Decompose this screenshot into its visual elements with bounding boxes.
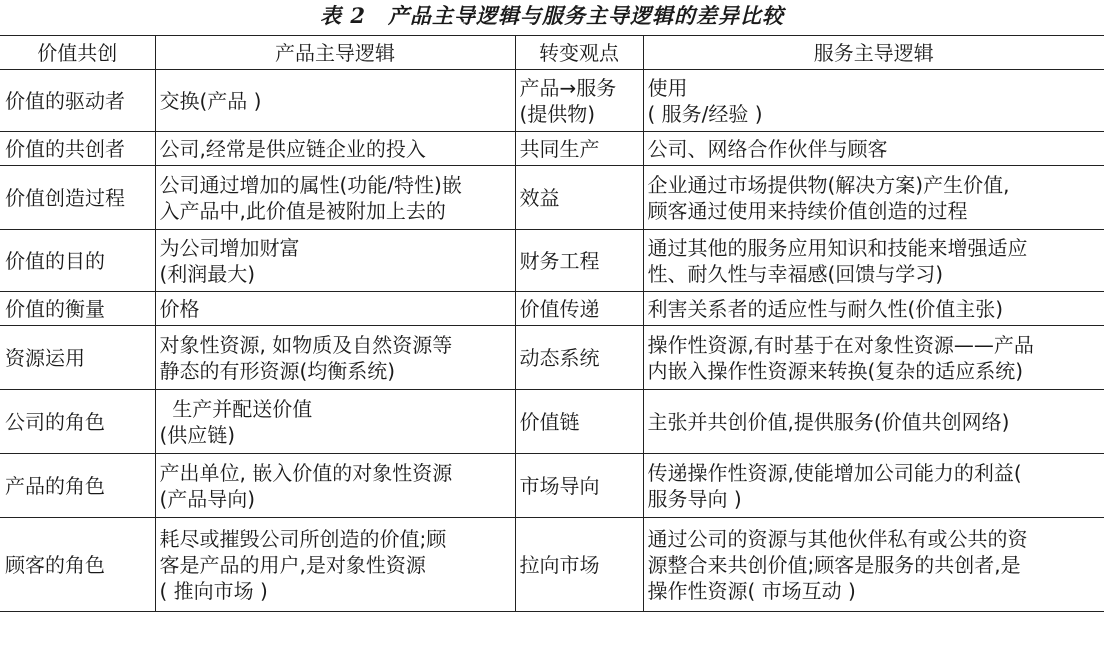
- cell-shift-view: [515, 132, 643, 166]
- cell-shift-view: [515, 518, 643, 612]
- cell-service-logic: [643, 390, 1104, 454]
- cell-service-logic: [643, 292, 1104, 326]
- table-body: [0, 70, 1104, 612]
- header-value-cocreation: 价值共创: [0, 36, 155, 70]
- cell-product-logic: [155, 326, 515, 390]
- cell-line: 财务工程: [519, 248, 600, 273]
- cell-line: 效益: [519, 185, 560, 210]
- cell-dimension: 资源运用: [0, 326, 155, 390]
- cell-line: 操作性资源( 市场互动 ): [647, 578, 856, 603]
- cell-product-logic: [155, 230, 515, 292]
- cell-line: 交换(产品 ): [159, 88, 262, 113]
- cell-shift-view: [515, 292, 643, 326]
- cell-line: 利害关系者的适应性与耐久性(价值主张): [647, 296, 1004, 321]
- cell-line: 生产并配送价值: [159, 396, 313, 421]
- comparison-table: [0, 35, 1104, 612]
- cell-product-logic: [155, 390, 515, 454]
- cell-shift-view: [515, 230, 643, 292]
- cell-line: 产品→服务: [519, 75, 617, 100]
- table-row: [0, 326, 1104, 390]
- cell-line: 内嵌入操作性资源来转换(复杂的适应系统): [647, 358, 1024, 383]
- cell-line: (供应链): [159, 422, 236, 447]
- header-product-logic: 产品主导逻辑: [155, 36, 515, 70]
- cell-line: 静态的有形资源(均衡系统): [159, 358, 396, 383]
- table-caption: 表 2 产品主导逻辑与服务主导逻辑的差异比较: [320, 3, 784, 28]
- cell-service-logic: [643, 326, 1104, 390]
- cell-line: 耗尽或摧毁公司所创造的价值;顾: [159, 526, 447, 551]
- cell-service-logic: [643, 166, 1104, 230]
- cell-line: 对象性资源, 如物质及自然资源等: [159, 332, 453, 357]
- cell-shift-view: [515, 390, 643, 454]
- cell-service-logic: [643, 518, 1104, 612]
- cell-line: ( 服务/经验 ): [647, 101, 763, 126]
- cell-line: 入产品中,此价值是被附加上去的: [159, 198, 446, 223]
- table-row: [0, 292, 1104, 326]
- table-row: [0, 454, 1104, 518]
- table-row: [0, 166, 1104, 230]
- cell-line: 产出单位, 嵌入价值的对象性资源: [159, 460, 453, 485]
- cell-dimension: 价值创造过程: [0, 166, 155, 230]
- cell-shift-view: [515, 166, 643, 230]
- cell-line: 性、耐久性与幸福感(回馈与学习): [647, 261, 944, 286]
- table-row: [0, 70, 1104, 132]
- cell-shift-view: [515, 454, 643, 518]
- header-row: [0, 36, 1104, 70]
- cell-line: 价值链: [519, 409, 580, 434]
- cell-service-logic: [643, 230, 1104, 292]
- table-row: [0, 390, 1104, 454]
- cell-line: 市场导向: [519, 473, 600, 498]
- cell-line: 客是产品的用户,是对象性资源: [159, 552, 426, 577]
- cell-line: 使用: [647, 75, 688, 100]
- table-row: [0, 132, 1104, 166]
- cell-line: 价格: [159, 296, 200, 321]
- cell-line: 主张并共创价值,提供服务(价值共创网络): [647, 409, 1010, 434]
- cell-line: 通过公司的资源与其他伙伴私有或公共的资: [647, 526, 1028, 551]
- header-service-logic: 服务主导逻辑: [643, 36, 1104, 70]
- cell-product-logic: [155, 166, 515, 230]
- cell-dimension: 价值的衡量: [0, 292, 155, 326]
- cell-dimension: 价值的目的: [0, 230, 155, 292]
- cell-line: 公司、网络合作伙伴与顾客: [647, 136, 888, 161]
- cell-dimension: 公司的角色: [0, 390, 155, 454]
- cell-service-logic: [643, 132, 1104, 166]
- cell-line: 通过其他的服务应用知识和技能来增强适应: [647, 235, 1028, 260]
- cell-product-logic: [155, 518, 515, 612]
- cell-dimension: 产品的角色: [0, 454, 155, 518]
- cell-line: 价值传递: [519, 296, 600, 321]
- table-row: [0, 230, 1104, 292]
- cell-line: 公司,经常是供应链企业的投入: [159, 136, 426, 161]
- cell-line: 操作性资源,有时基于在对象性资源——产品: [647, 332, 1034, 357]
- cell-shift-view: [515, 326, 643, 390]
- header-shift-view: 转变观点: [515, 36, 643, 70]
- cell-product-logic: [155, 132, 515, 166]
- cell-line: ( 推向市场 ): [159, 578, 268, 603]
- cell-dimension: 价值的驱动者: [0, 70, 155, 132]
- cell-product-logic: [155, 70, 515, 132]
- cell-shift-view: [515, 70, 643, 132]
- cell-service-logic: [643, 454, 1104, 518]
- cell-line: (产品导向): [159, 486, 256, 511]
- cell-dimension: 顾客的角色: [0, 518, 155, 612]
- cell-line: 源整合来共创价值;顾客是服务的共创者,是: [647, 552, 1021, 577]
- cell-line: 动态系统: [519, 345, 600, 370]
- cell-line: 企业通过市场提供物(解决方案)产生价值,: [647, 172, 1010, 197]
- cell-line: 公司通过增加的属性(功能/特性)嵌: [159, 172, 462, 197]
- cell-product-logic: [155, 292, 515, 326]
- cell-service-logic: [643, 70, 1104, 132]
- cell-line: (提供物): [519, 101, 596, 126]
- cell-line: (利润最大): [159, 261, 256, 286]
- cell-line: 服务导向 ): [647, 486, 742, 511]
- cell-dimension: 价值的共创者: [0, 132, 155, 166]
- table-row: [0, 518, 1104, 612]
- cell-product-logic: [155, 454, 515, 518]
- cell-line: 为公司增加财富: [159, 235, 300, 260]
- cell-line: 拉向市场: [519, 552, 600, 577]
- cell-line: 共同生产: [519, 136, 600, 161]
- cell-line: 传递操作性资源,使能增加公司能力的利益(: [647, 460, 1022, 485]
- cell-line: 顾客通过使用来持续价值创造的过程: [647, 198, 968, 223]
